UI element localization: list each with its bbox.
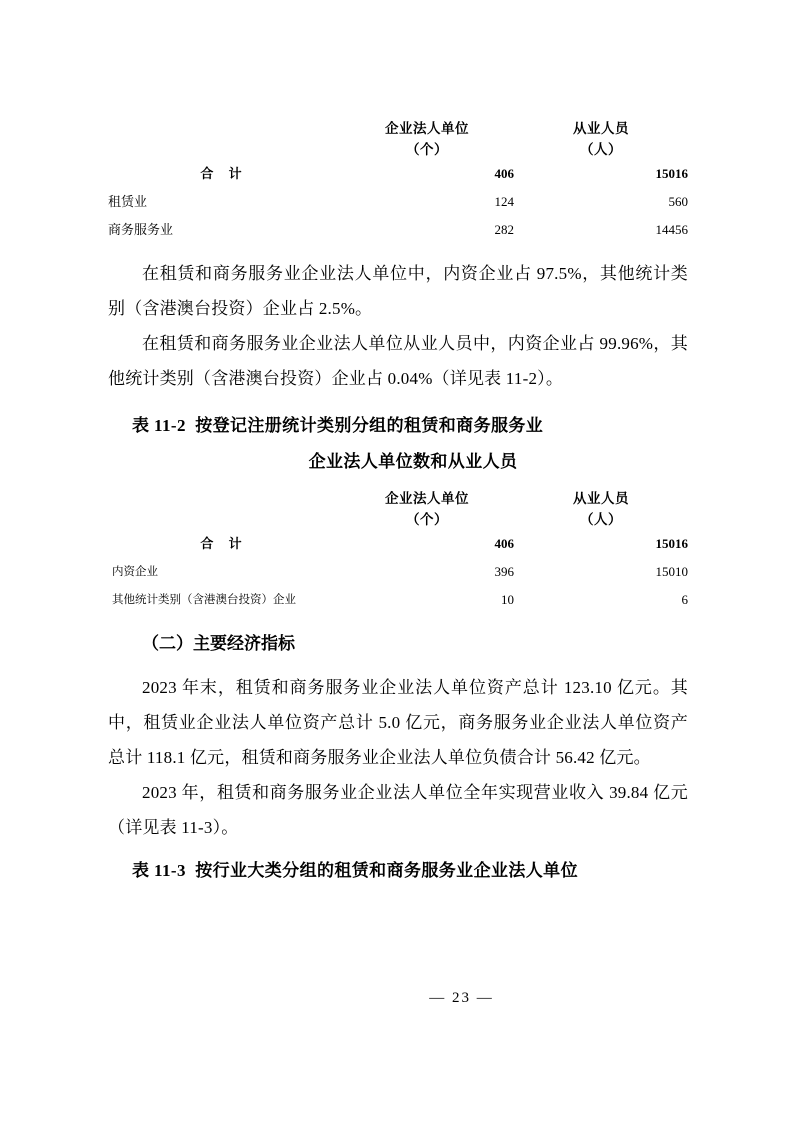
- row-employees-business-services: 14456: [655, 222, 688, 237]
- header-cell-units: [340, 118, 514, 160]
- header-employees-line2: （人）: [580, 142, 622, 157]
- row-label-other-types: 其他统计类别（含港澳台投资）企业: [112, 594, 296, 606]
- table-2-label: 表 11-2: [132, 416, 186, 435]
- table-registration-type: [108, 488, 688, 614]
- table-3-label: 表 11-3: [132, 861, 186, 880]
- header-employees-line1: 从业人员: [573, 491, 629, 506]
- header-units-line1: 企业法人单位: [385, 491, 469, 506]
- row-employees-domestic: 15010: [655, 564, 688, 579]
- table-header-row: [108, 118, 688, 160]
- row-employees-total: 15016: [655, 166, 688, 181]
- row-units-domestic: 396: [494, 564, 514, 579]
- table-2-title-line1: [108, 408, 688, 444]
- header-cell-units: [340, 488, 514, 530]
- header-units-line1: 企业法人单位: [385, 121, 469, 136]
- table-2-title-line2: 企业法人单位数和从业人员: [308, 452, 518, 471]
- row-units-leasing: 124: [494, 194, 514, 209]
- table-industry-summary: [108, 118, 688, 244]
- row-employees-leasing: 560: [668, 194, 688, 209]
- table-header-row: [108, 488, 688, 530]
- row-units-total: 406: [494, 166, 514, 181]
- row-units-total: 406: [494, 536, 514, 551]
- page-number: — 23 —: [429, 990, 494, 1006]
- row-label-business-services: 商务服务业: [108, 222, 174, 237]
- row-employees-total: 15016: [655, 536, 688, 551]
- row-label-total: 合 计: [200, 536, 248, 551]
- header-cell-employees: [514, 118, 688, 160]
- paragraph-employee-share: 在租赁和商务服务业企业法人单位从业人员中，内资企业占 99.96%，其他统计类别（含港澳台投资）企业占 0.04%（详见表 11-2）。: [108, 334, 688, 388]
- table-3-title: [108, 853, 688, 889]
- header-cell-blank: [108, 488, 340, 530]
- row-label-domestic: 内资企业: [112, 566, 158, 578]
- row-label-total: 合 计: [200, 166, 248, 181]
- paragraph-enterprise-share: 在租赁和商务服务业企业法人单位中，内资企业占 97.5%，其他统计类别（含港澳台投资）企业占 2.5%。: [108, 264, 688, 318]
- header-units-line2: （个）: [406, 142, 448, 157]
- table-3-title-text: 按行业大类分组的租赁和商务服务业企业法人单位: [195, 861, 578, 880]
- table-row: [108, 216, 688, 244]
- row-label-leasing: 租赁业: [108, 194, 148, 209]
- table-row: [108, 586, 688, 614]
- paragraph-revenue: 2023 年，租赁和商务服务业企业法人单位全年实现营业收入 39.84 亿元（详见表 11-3）。: [108, 783, 688, 837]
- header-cell-blank: [108, 118, 340, 160]
- header-units-line2: （个）: [406, 512, 448, 527]
- table-row: [108, 530, 688, 558]
- table-row: [108, 558, 688, 586]
- row-units-other-types: 10: [501, 592, 514, 607]
- paragraph-assets: 2023 年末，租赁和商务服务业企业法人单位资产总计 123.10 亿元。其中，租赁业企业法人单位资产总计 5.0 亿元，商务服务业企业法人单位资产总计 118.1 亿元，租赁和商务服务业企业法人单位负债合计 56.42 亿元。: [108, 678, 688, 767]
- row-units-business-services: 282: [494, 222, 514, 237]
- header-employees-line1: 从业人员: [573, 121, 629, 136]
- table-row: [108, 188, 688, 216]
- table-2-title-text: 按登记注册统计类别分组的租赁和商务服务业: [195, 416, 544, 435]
- header-employees-line2: （人）: [580, 512, 622, 527]
- table-row: [108, 160, 688, 188]
- section-heading-main-indicators: （二）主要经济指标: [142, 634, 295, 653]
- page-content: [108, 118, 688, 889]
- row-employees-other-types: 6: [681, 592, 688, 607]
- header-cell-employees: [514, 488, 688, 530]
